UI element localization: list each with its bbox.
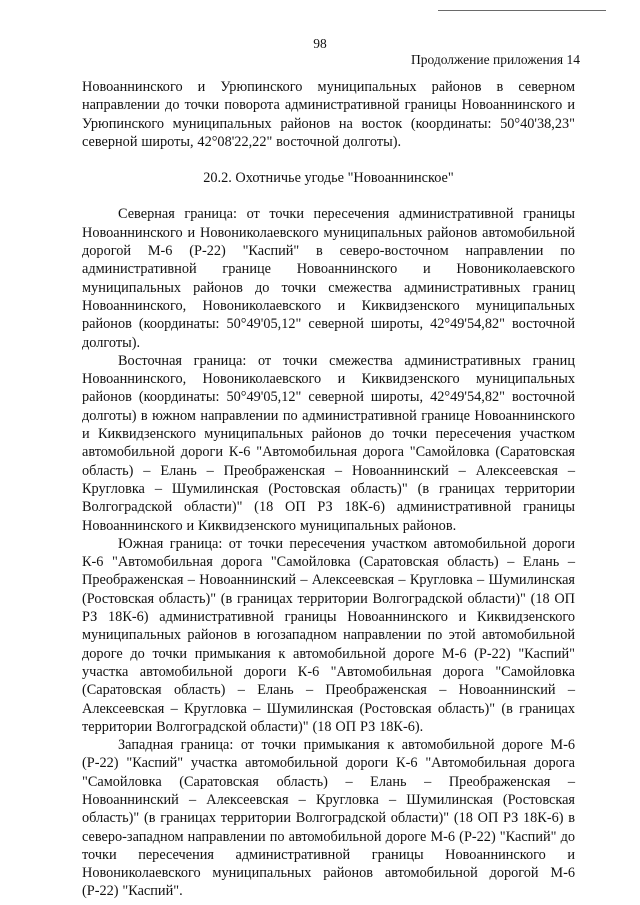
document-body (82, 78, 575, 901)
western-boundary-paragraph: Западная граница: от точки примыкания к автомобильной дороге М-6 (Р-22) "Каспий" участка автомобильной дороги К-6 "Автомобильная дорога "Самойловка (Саратовская область) – Елань – Преображенская – Новоаннинский – Алексеевская – Кругловка – Шумилинская (Ростовская область)" (в границах территории Волгоградской области)" (18 ОП РЗ 18К-6) в северо-западном направлении по автомобильной дороге М-6 (Р-22) "Каспий" до точки пересечения административной границы Новоаннинского и Новониколаевского муниципальных районов автомобильной дорогой М-6 (Р-22) "Каспий". (82, 737, 575, 900)
southern-boundary-paragraph: Южная граница: от точки пересечения участком автомобильной дороги К-6 "Автомобильная дорога "Самойловка (Саратовская область) – Елань – Преображенская – Новоаннинский – Алексеевская – Кругловка – Шумилинская (Ростовская область)" (в границах территории Волгоградской области)" (18 ОП РЗ 18К-6) административной границы Новоаннинского и Киквидзенского муниципальных районов в югозападном направлении по этой автомобильной дороге до точки примыкания к автомобильной дороге М-6 (Р-22) "Каспий" участка автомобильной дороги К-6 "Автомобильная дорога "Самойловка (Саратовская область) – Елань – Преображенская – Новоаннинский – Алексеевская – Кругловка – Шумилинская (Ростовская область)" (в границах территории Волгоградской области)" (18 ОП РЗ 18К-6). (82, 535, 575, 735)
intro-paragraph: Новоаннинского и Урюпинского муниципальных районов в северном направлении до точки поворота административной границы Новоаннинского и Урюпинского муниципальных районов на восток (координаты: 50°40'38,23" северной широты, 42°08'22,22" восточной долготы). (82, 79, 575, 150)
top-rule (438, 10, 606, 11)
section-title: 20.2. Охотничье угодье "Новоаннинское" (203, 170, 454, 187)
page-number: 98 (313, 36, 327, 51)
northern-boundary-paragraph: Северная граница: от точки пересечения административной границы Новоаннинского и Новониколаевского муниципальных районов автомобильной дорогой М-6 (Р-22) "Каспий" в северо-восточном направлении по административной границе Новоаннинского и Новониколаевского муниципальных районов до точки смежества административных границ Новоаннинского, Новониколаевского и Киквидзенского муниципальных районов (координаты: 50°49'05,12" северной широты, 42°49'54,82" восточной долготы). (82, 206, 575, 351)
appendix-continuation-note: Продолжение приложения 14 (410, 52, 580, 67)
eastern-boundary-paragraph: Восточная граница: от точки смежества административных границ Новоаннинского, Новониколаевского и Киквидзенского муниципальных районов (координаты: 50°49'05,12" северной широты, 42°49'54,82" восточной долготы) в южном направлении по административной границе Новоаннинского и Киквидзенского муниципальных районов до точки пересечения участком автомобильной дороги К-6 "Автомобильная дорога "Самойловка (Саратовская область) – Елань – Преображенская – Новоаннинский – Алексеевская – Кругловка – Шумилинская (Ростовская область)" (в границах территории Волгоградской области)" (18 ОП РЗ 18К-6) административной границы Новоаннинского и Киквидзенского муниципальных районов. (82, 352, 575, 534)
